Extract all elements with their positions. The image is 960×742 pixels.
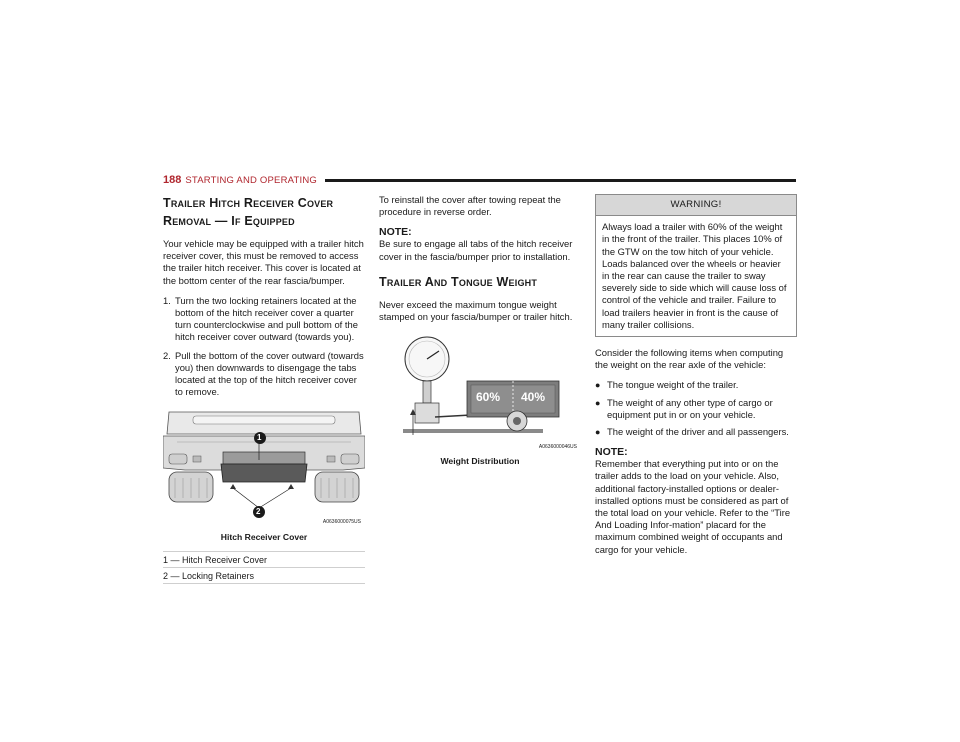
intro-paragraph: Your vehicle may be equipped with a trailer hitch receiver cover, this must be removed to access the trailer hitch receiver. This cover is located at the bottom center of the rear fascia/bumper.	[163, 238, 364, 286]
figure-caption: Hitch Receiver Cover	[220, 531, 308, 542]
figure-weight-distribution	[379, 333, 581, 454]
consider-paragraph: Consider the following items when computing the weight on the rear axle of the vehicle:	[595, 347, 784, 371]
step-item	[163, 350, 365, 399]
note-text: Remember that everything put into or on the trailer adds to the load on your vehicle. Also, additional factory-installed options or dealer-installed options must be considered as part of the total load on your vehicle. Refer to the “Tire And Loading Infor-mation” placard for the maximum combined weight of occupants and cargo for your vehicle.	[595, 458, 791, 555]
bullet-text: The tongue weight of the trailer.	[607, 379, 739, 391]
column-left	[163, 194, 365, 584]
callout-2-label: 2	[256, 507, 261, 517]
hitch-cover-illustration	[163, 408, 365, 526]
note-text: Be sure to engage all tabs of the hitch receiver cover in the fascia/bumper prior to installation.	[379, 238, 573, 262]
front-percentage: 60%	[476, 390, 501, 405]
heading-hitch-cover	[163, 194, 365, 230]
warning-box	[595, 194, 797, 337]
note-label: NOTE:	[379, 226, 412, 239]
step-number: 2.	[163, 349, 171, 361]
warning-text: Always load a trailer with 60% of the weight in the front of the trailer. This places 10% of the GTW on the tow hitch of your vehicle. Loads balanced over the wheels or heavier in the rear can cause the trailer to sway severely side to side which will cause loss of control of the vehicle and trailer. Failure to load trailers heavier in front is the cause of many trailer collisions.	[602, 221, 787, 330]
reinstall-paragraph: To reinstall the cover after towing repeat the procedure in reverse order.	[379, 194, 561, 218]
legend-item: 1 — Hitch Receiver Cover	[163, 551, 365, 567]
step-item	[163, 295, 365, 344]
step-text: Pull the bottom of the cover outward (towards you) then downwards to disengage the tabs located at the top of the hitch receiver cover to remove.	[175, 349, 364, 398]
section-title: STARTING AND OPERATING	[185, 174, 317, 186]
steps-list	[163, 295, 365, 399]
bullet-list	[595, 379, 797, 438]
callout-1-label: 1	[257, 433, 262, 443]
column-middle	[379, 194, 581, 476]
page-number: 188	[163, 174, 182, 186]
rear-percentage: 40%	[521, 390, 546, 405]
heading-line-2: Removal — If Equipped	[163, 214, 295, 228]
figure-code: A0636000075US	[322, 519, 361, 526]
figure-caption: Weight Distribution	[440, 456, 520, 467]
legend-item: 2 — Locking Retainers	[163, 567, 365, 584]
bullet-text: The weight of any other type of cargo or equipment put in or on your vehicle.	[607, 396, 773, 420]
figure-code: A0636000046US	[538, 444, 577, 451]
step-text: Turn the two locking retainers located at the bottom of the hitch receiver cover a quarter turn counterclockwise and pull bottom of the hitch receiver cover outward (towards you).	[175, 294, 358, 343]
bullet-icon: ●	[595, 397, 601, 408]
warning-title: WARNING!	[596, 195, 796, 216]
list-item	[595, 379, 797, 391]
heading-line-1: Trailer Hitch Receiver Cover	[163, 196, 334, 210]
column-right	[595, 194, 797, 566]
bullet-text: The weight of the driver and all passengers.	[607, 426, 789, 438]
note-label: NOTE:	[595, 446, 628, 459]
tongue-paragraph: Never exceed the maximum tongue weight stamped on your fascia/bumper or trailer hitch.	[379, 298, 573, 323]
heading-tongue-weight: Trailer And Tongue Weight	[379, 274, 538, 289]
page-header	[163, 172, 796, 188]
step-number: 1.	[163, 294, 171, 306]
bullet-icon: ●	[595, 427, 601, 438]
figure-hitch-cover	[163, 408, 365, 529]
list-item	[595, 426, 797, 438]
list-item	[595, 397, 797, 421]
bullet-icon: ●	[595, 380, 601, 391]
header-rule	[325, 179, 796, 182]
